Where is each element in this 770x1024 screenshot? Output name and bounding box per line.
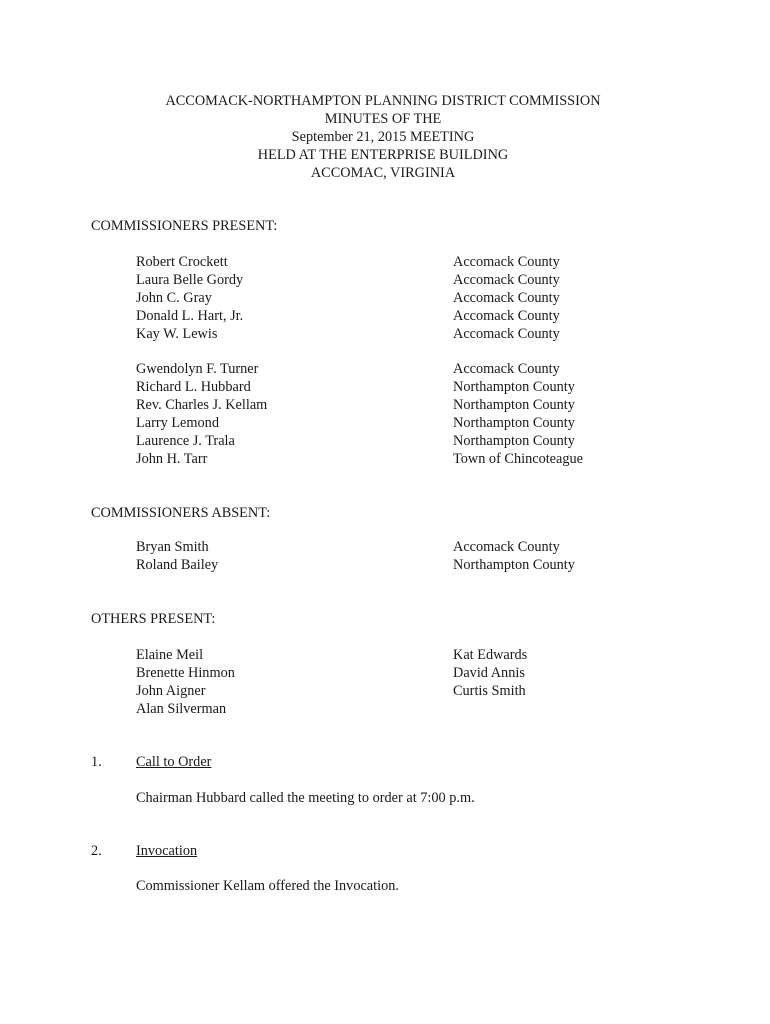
member-name: Gwendolyn F. Turner bbox=[136, 361, 259, 377]
document-header bbox=[0, 93, 766, 183]
other-attendee: David Annis bbox=[453, 664, 525, 681]
member-name: Bryan Smith bbox=[136, 539, 209, 555]
header-commission-name: ACCOMACK-NORTHAMPTON PLANNING DISTRICT COMMISSION bbox=[165, 93, 601, 109]
other-attendee: Alan Silverman bbox=[136, 700, 227, 717]
other-attendee: Elaine Meil bbox=[136, 647, 204, 663]
member-org: Accomack County bbox=[453, 361, 560, 377]
item-title-invocation: Invocation bbox=[136, 843, 198, 859]
absent-heading: COMMISSIONERS ABSENT: bbox=[91, 505, 271, 521]
other-attendee: Curtis Smith bbox=[453, 682, 526, 699]
member-name: Richard L. Hubbard bbox=[136, 378, 251, 395]
member-org: Accomack County bbox=[453, 539, 560, 555]
others-heading: OTHERS PRESENT: bbox=[91, 611, 216, 627]
member-name: Kay W. Lewis bbox=[136, 325, 218, 342]
member-name: Laura Belle Gordy bbox=[136, 271, 244, 288]
member-org: Northampton County bbox=[453, 378, 575, 395]
item-title-call-to-order: Call to Order bbox=[136, 754, 212, 770]
other-attendee: Brenette Hinmon bbox=[136, 664, 235, 681]
member-name: Rev. Charles J. Kellam bbox=[136, 396, 268, 413]
present-group2-names bbox=[136, 361, 267, 468]
member-org: Northampton County bbox=[453, 396, 575, 413]
present-group2-orgs bbox=[453, 361, 583, 468]
member-org: Accomack County bbox=[453, 289, 560, 306]
member-org: Northampton County bbox=[453, 556, 575, 573]
member-name: Roland Bailey bbox=[136, 556, 219, 573]
member-name: Larry Lemond bbox=[136, 414, 219, 431]
header-minutes-of: MINUTES OF THE bbox=[324, 110, 442, 127]
absent-names bbox=[136, 539, 218, 575]
other-attendee: John Aigner bbox=[136, 682, 206, 699]
present-heading: COMMISSIONERS PRESENT: bbox=[91, 218, 278, 234]
member-name: Robert Crockett bbox=[136, 254, 228, 270]
others-left-column bbox=[136, 647, 235, 719]
member-org: Accomack County bbox=[453, 271, 560, 288]
others-right-column bbox=[453, 647, 527, 701]
member-org: Accomack County bbox=[453, 254, 560, 270]
member-org: Northampton County bbox=[453, 432, 575, 449]
other-attendee: Kat Edwards bbox=[453, 647, 528, 663]
item-number: 1. bbox=[91, 754, 102, 770]
member-org: Accomack County bbox=[453, 325, 560, 342]
header-city: ACCOMAC, VIRGINIA bbox=[310, 164, 456, 181]
member-name: Laurence J. Trala bbox=[136, 432, 235, 449]
member-org: Northampton County bbox=[453, 414, 575, 431]
header-location: HELD AT THE ENTERPRISE BUILDING bbox=[257, 146, 509, 163]
header-meeting-date: September 21, 2015 MEETING bbox=[291, 128, 475, 145]
member-name: Donald L. Hart, Jr. bbox=[136, 307, 244, 324]
present-group1-names bbox=[136, 254, 243, 344]
member-org: Town of Chincoteague bbox=[453, 450, 584, 467]
member-name: John C. Gray bbox=[136, 289, 212, 306]
item-body: Chairman Hubbard called the meeting to order at 7:00 p.m. bbox=[136, 790, 475, 806]
absent-orgs bbox=[453, 539, 575, 575]
member-name: John H. Tarr bbox=[136, 450, 208, 467]
member-org: Accomack County bbox=[453, 307, 560, 324]
item-body: Commissioner Kellam offered the Invocation. bbox=[136, 878, 399, 894]
present-group1-orgs bbox=[453, 254, 560, 344]
item-number: 2. bbox=[91, 843, 102, 859]
